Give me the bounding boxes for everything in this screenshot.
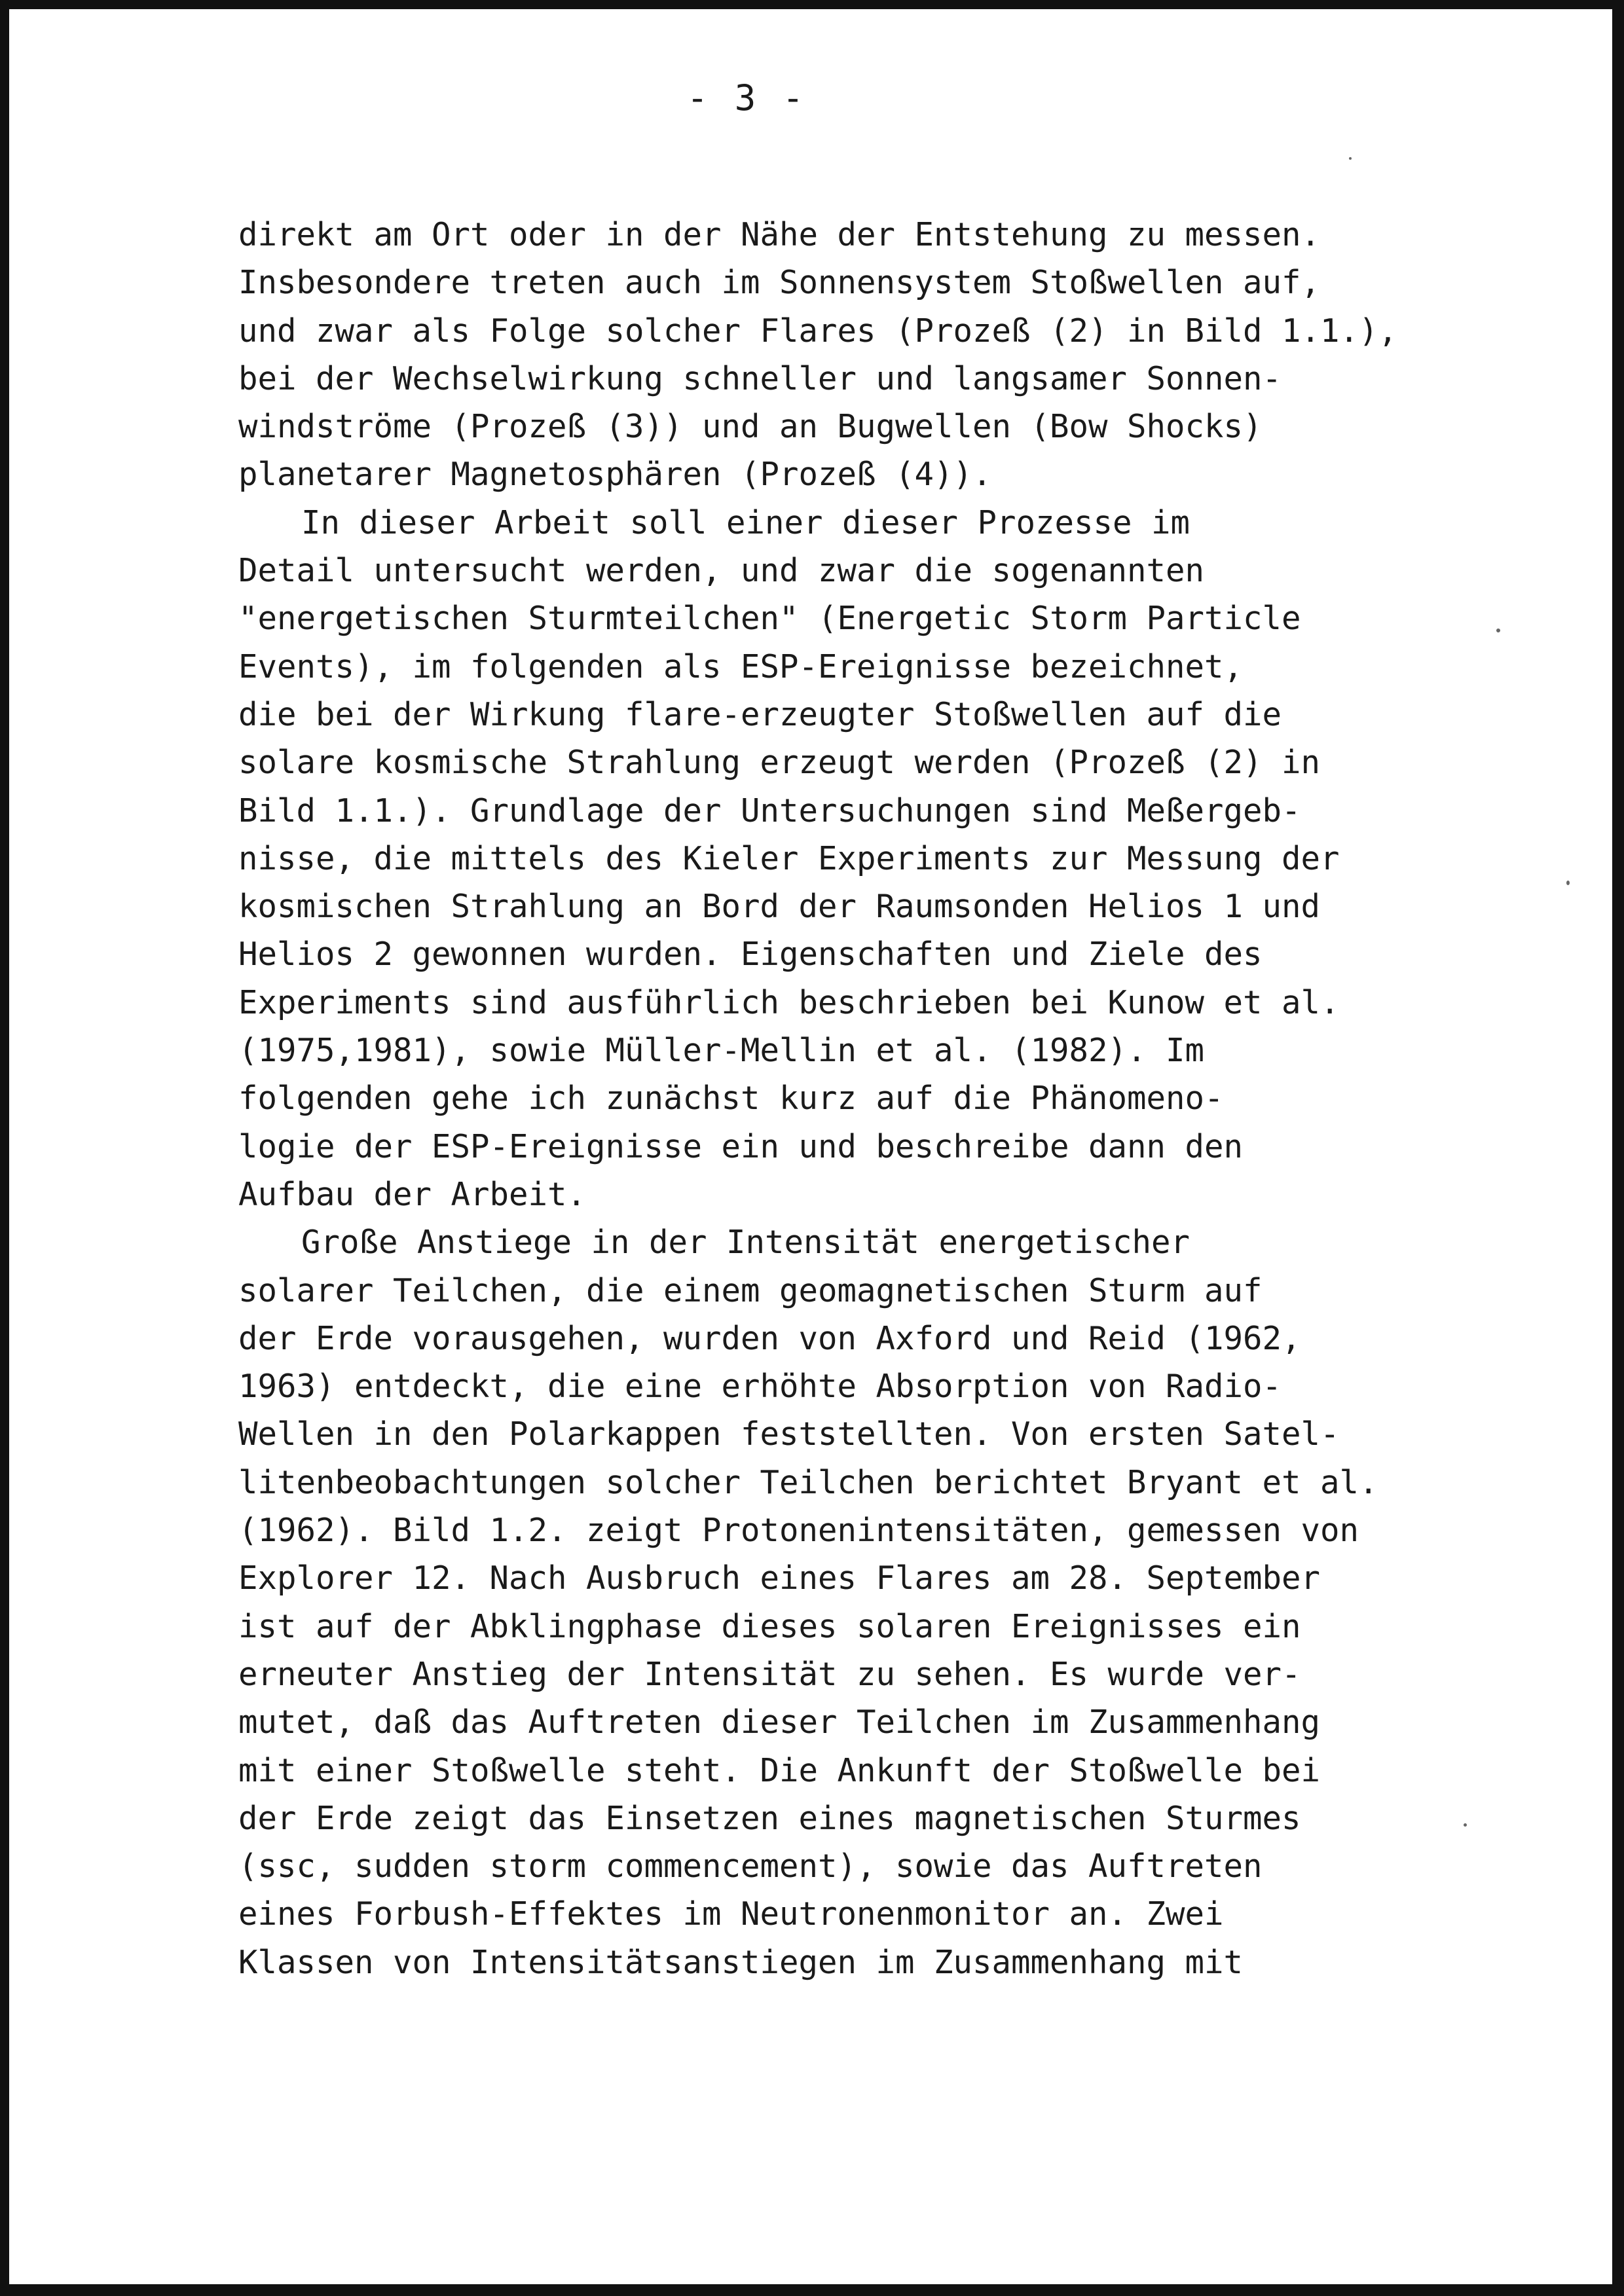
text-line: In dieser Arbeit soll einer dieser Prozesse im [301,503,1190,541]
text-line: Helios 2 gewonnen wurden. Eigenschaften und Ziele des [238,936,1263,974]
text-line: mutet, daß das Auftreten dieser Teilchen im Zusammenhang [238,1704,1321,1741]
text-line: bei der Wechselwirkung schneller und langsamer Sonnen- [238,359,1282,397]
text-line: die bei der Wirkung flare-erzeugter Stoßwellen auf die [238,695,1282,733]
text-line: nisse, die mittels des Kieler Experiments zur Messung der [238,839,1340,877]
scan-speck [1566,881,1570,885]
text-line: Bild 1.1.). Grundlage der Untersuchungen sind Meßergeb- [238,792,1301,829]
text-line: Insbesondere treten auch im Sonnensystem Stoßwellen auf, [238,264,1321,302]
text-line: Detail untersucht werden, und zwar die sogenannten [238,552,1205,590]
text-line: und zwar als Folge solcher Flares (Prozeß (2) in Bild 1.1.), [238,312,1398,350]
text-line: planetarer Magnetosphären (Prozeß (4)). [238,456,992,494]
text-line: Wellen in den Polarkappen feststellten. Von ersten Satel- [238,1415,1340,1453]
scan-speck [1464,1823,1467,1827]
text-line: solare kosmische Strahlung erzeugt werden (Prozeß (2) in [238,744,1321,782]
page-number: - 3 - [686,77,807,118]
text-line: Große Anstiege in der Intensität energetischer [301,1224,1190,1262]
text-line: "energetischen Sturmteilchen" (Energetic Storm Particle [238,600,1301,638]
body-text [238,211,1483,1986]
text-line: Aufbau der Arbeit. [238,1175,587,1213]
scan-speck [1496,629,1500,632]
text-line: (ssc, sudden storm commencement), sowie das Auftreten [238,1848,1263,1886]
text-line: Explorer 12. Nach Ausbruch eines Flares am 28. September [238,1559,1321,1597]
text-line: Events), im folgenden als ESP-Ereignisse bezeichnet, [238,647,1244,685]
text-line: (1975,1981), sowie Müller-Mellin et al. (1982). Im [238,1032,1205,1070]
text-line: der Erde zeigt das Einsetzen eines magnetischen Sturmes [238,1799,1301,1837]
text-line: solarer Teilchen, die einem geomagnetischen Sturm auf [238,1271,1263,1309]
text-line: ist auf der Abklingphase dieses solaren Ereignisses ein [238,1607,1301,1645]
scan-speck [1349,157,1352,160]
text-line: (1962). Bild 1.2. zeigt Protonenintensitäten, gemessen von [238,1512,1359,1550]
text-line: kosmischen Strahlung an Bord der Raumsonden Helios 1 und [238,888,1321,926]
text-line: Klassen von Intensitätsanstiegen im Zusammenhang mit [238,1943,1244,1981]
text-line: direkt am Ort oder in der Nähe der Entstehung zu messen. [238,216,1321,253]
text-line: windströme (Prozeß (3)) und an Bugwellen (Bow Shocks) [238,408,1263,446]
text-line: folgenden gehe ich zunächst kurz auf die Phänomeno- [238,1080,1224,1118]
text-line: eines Forbush-Effektes im Neutronenmonitor an. Zwei [238,1895,1224,1933]
text-line: 1963) entdeckt, die eine erhöhte Absorption von Radio- [238,1368,1282,1406]
text-line: erneuter Anstieg der Intensität zu sehen. Es wurde ver- [238,1655,1301,1693]
text-line: Experiments sind ausführlich beschrieben bei Kunow et al. [238,983,1340,1021]
text-line: der Erde vorausgehen, wurden von Axford und Reid (1962, [238,1319,1301,1357]
text-line: litenbeobachtungen solcher Teilchen berichtet Bryant et al. [238,1463,1378,1501]
text-line: mit einer Stoßwelle steht. Die Ankunft der Stoßwelle bei [238,1751,1321,1789]
text-line: logie der ESP-Ereignisse ein und beschreibe dann den [238,1127,1244,1165]
